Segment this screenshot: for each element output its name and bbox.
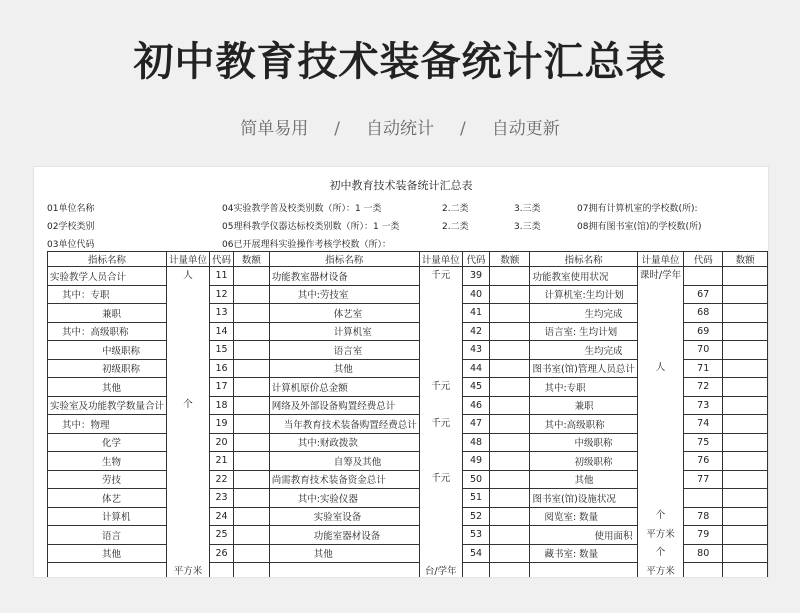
code-cell: 48 [462, 433, 490, 452]
code-cell: 70 [684, 341, 723, 360]
unit-cell [167, 489, 210, 508]
code-cell: 53 [462, 526, 490, 545]
indicator-name: 其中:实验仪器 [269, 489, 419, 508]
indicator-name: 语言 [48, 526, 167, 545]
code-cell: 44 [462, 359, 490, 378]
code-header: 代码 [684, 252, 723, 267]
unit-cell: 千元 [419, 267, 462, 286]
amount-cell[interactable] [723, 304, 768, 323]
code-cell: 18 [210, 396, 234, 415]
unit-cell [167, 544, 210, 563]
amount-cell[interactable] [490, 415, 530, 434]
unit-cell [167, 452, 210, 471]
indicator-name: 体艺 [48, 489, 167, 508]
school-type-label: 02学校类别 [47, 222, 95, 232]
unit-cell [167, 322, 210, 341]
amount-cell[interactable] [234, 544, 270, 563]
indicator-name: 功能教室使用状况 [530, 267, 637, 286]
indicator-name: 劳技 [48, 470, 167, 489]
code-cell: 11 [210, 267, 234, 286]
unit-cell [637, 489, 683, 508]
indicator-name: 阅览室: 数量 [530, 507, 637, 526]
indicator-name: 化学 [48, 433, 167, 452]
amount-cell[interactable] [234, 359, 270, 378]
code-cell: 51 [462, 489, 490, 508]
code-cell: 72 [684, 378, 723, 397]
unit-cell [419, 304, 462, 323]
amount-cell[interactable] [234, 285, 270, 304]
computer-room-schools-label: 07拥有计算机室的学校数(所): [577, 204, 698, 214]
code-cell: 46 [462, 396, 490, 415]
code-cell: 50 [462, 470, 490, 489]
code-cell: 41 [462, 304, 490, 323]
amount-cell[interactable] [723, 526, 768, 545]
table-header-row [48, 252, 768, 267]
code-cell: 19 [210, 415, 234, 434]
code-cell: 12 [210, 285, 234, 304]
unit-cell [167, 378, 210, 397]
indicator-name: 其他 [269, 359, 419, 378]
amount-cell[interactable] [723, 322, 768, 341]
code-cell: 78 [684, 507, 723, 526]
amount-cell[interactable] [723, 396, 768, 415]
code-cell: 71 [684, 359, 723, 378]
unit-cell [637, 396, 683, 415]
indicator-name: 生物 [48, 452, 167, 471]
table-row [48, 341, 768, 360]
amount-cell[interactable] [723, 470, 768, 489]
indicator-name: 网络及外部设备购置经费总计 [269, 396, 419, 415]
indicator-name: 其中：高级职称 [48, 322, 167, 341]
unit-cell [419, 359, 462, 378]
amount-cell[interactable] [234, 304, 270, 323]
unit-cell [167, 285, 210, 304]
unit-cell [419, 489, 462, 508]
separator: / [334, 119, 340, 139]
indicator-name: 尚需教育技术装备资金总计 [269, 470, 419, 489]
indicator-name: 其中：专职 [48, 285, 167, 304]
amount-cell[interactable] [234, 563, 270, 579]
unit-cell: 千元 [419, 415, 462, 434]
indicator-name: 生均完成 [530, 341, 637, 360]
instrument-category-label: 05理科教学仪器达标校类别数（所）：1 一类 [222, 222, 400, 232]
code-cell: 76 [684, 452, 723, 471]
spreadsheet-preview [33, 166, 769, 578]
amount-cell[interactable] [490, 433, 530, 452]
unit-header: 计量单位 [637, 252, 683, 267]
amount-cell[interactable] [234, 489, 270, 508]
indicator-name: 功能教室器材设备 [269, 267, 419, 286]
table-row [48, 507, 768, 526]
code-cell: 68 [684, 304, 723, 323]
indicator-name: 其中:专职 [530, 378, 637, 397]
unit-cell: 千元 [419, 378, 462, 397]
indicator-name: 初级职称 [48, 359, 167, 378]
amount-cell[interactable] [234, 378, 270, 397]
amount-cell[interactable] [723, 341, 768, 360]
indicator-name-header: 指标名称 [269, 252, 419, 267]
amount-cell[interactable] [723, 285, 768, 304]
amount-cell[interactable] [490, 322, 530, 341]
unit-cell [167, 526, 210, 545]
table-row [48, 526, 768, 545]
indicator-name [530, 563, 637, 579]
amount-cell[interactable] [723, 378, 768, 397]
unit-cell [167, 507, 210, 526]
unit-cell [419, 285, 462, 304]
table-row [48, 267, 768, 286]
table-row [48, 396, 768, 415]
amount-cell[interactable] [490, 452, 530, 471]
code-cell: 45 [462, 378, 490, 397]
indicator-name: 其他 [48, 544, 167, 563]
code-cell: 26 [210, 544, 234, 563]
amount-cell[interactable] [490, 507, 530, 526]
code-cell: 43 [462, 341, 490, 360]
indicator-name: 语言室 [269, 341, 419, 360]
amount-cell[interactable] [723, 507, 768, 526]
amount-cell[interactable] [723, 563, 768, 579]
code-cell: 23 [210, 489, 234, 508]
indicator-name [269, 563, 419, 579]
unit-cell: 千元 [419, 470, 462, 489]
code-cell: 74 [684, 415, 723, 434]
experiment-category-label: 04实验教学普及校类别数（所）：1 一类 [222, 204, 382, 214]
amount-cell[interactable] [490, 489, 530, 508]
amount-cell[interactable] [723, 452, 768, 471]
unit-cell [637, 470, 683, 489]
indicator-name: 其中：物理 [48, 415, 167, 434]
table-row [48, 489, 768, 508]
unit-cell [637, 285, 683, 304]
unit-cell [419, 396, 462, 415]
code-cell: 79 [684, 526, 723, 545]
unit-cell [167, 415, 210, 434]
statistics-table [47, 251, 768, 578]
table-row [48, 322, 768, 341]
unit-cell: 平方米 [637, 563, 683, 579]
unit-cell [167, 341, 210, 360]
unit-cell: 平方米 [167, 563, 210, 579]
unit-cell [637, 433, 683, 452]
indicator-name-header: 指标名称 [48, 252, 167, 267]
unit-cell [419, 507, 462, 526]
unit-cell [167, 470, 210, 489]
indicator-name: 图书室(馆)设施状况 [530, 489, 637, 508]
page-title: 初中教育技术装备统计汇总表 [133, 39, 667, 85]
indicator-name: 图书室(馆)管理人员总计 [530, 359, 637, 378]
code-cell: 52 [462, 507, 490, 526]
indicator-name: 其中:劳技室 [269, 285, 419, 304]
amount-cell[interactable] [723, 359, 768, 378]
indicator-name: 实验室设备 [269, 507, 419, 526]
code-header: 代码 [462, 252, 490, 267]
amount-cell[interactable] [723, 415, 768, 434]
unit-cell [637, 378, 683, 397]
unit-cell [167, 433, 210, 452]
unit-cell [167, 304, 210, 323]
unit-cell [637, 322, 683, 341]
code-cell: 40 [462, 285, 490, 304]
exam-schools-label: 06已开展理科实验操作考核学校数（所）： [222, 240, 391, 250]
table-row [48, 304, 768, 323]
code-cell: 20 [210, 433, 234, 452]
table-row [48, 563, 768, 579]
indicator-name: 实验室及功能教学数量合计 [48, 396, 167, 415]
code-cell: 73 [684, 396, 723, 415]
unit-cell: 个 [637, 507, 683, 526]
amount-cell[interactable] [490, 563, 530, 579]
unit-header: 计量单位 [167, 252, 210, 267]
amount-cell[interactable] [723, 544, 768, 563]
indicator-name: 其他 [48, 378, 167, 397]
indicator-name: 生均完成 [530, 304, 637, 323]
amount-cell[interactable] [234, 341, 270, 360]
amount-cell[interactable] [490, 396, 530, 415]
amount-cell[interactable] [234, 322, 270, 341]
sheet-title: 初中教育技术装备统计汇总表 [329, 179, 473, 192]
indicator-name-header: 指标名称 [530, 252, 637, 267]
code-cell: 69 [684, 322, 723, 341]
category-two: 2.二类 [442, 204, 469, 214]
code-cell: 15 [210, 341, 234, 360]
indicator-name: 兼职 [48, 304, 167, 323]
amount-header: 数额 [723, 252, 768, 267]
indicator-name: 语言室: 生均计划 [530, 322, 637, 341]
amount-cell[interactable] [234, 396, 270, 415]
amount-cell[interactable] [490, 285, 530, 304]
amount-cell[interactable] [490, 341, 530, 360]
unit-cell: 课时/学年 [637, 267, 683, 286]
code-cell [684, 267, 723, 286]
indicator-name: 当年教育技术装备购置经费总计 [269, 415, 419, 434]
unit-cell [637, 415, 683, 434]
unit-cell: 平方米 [637, 526, 683, 545]
unit-cell: 个 [167, 396, 210, 415]
table-row [48, 415, 768, 434]
unit-cell [419, 544, 462, 563]
table-row [48, 285, 768, 304]
unit-cell [419, 341, 462, 360]
code-cell: 42 [462, 322, 490, 341]
code-cell: 49 [462, 452, 490, 471]
amount-cell[interactable] [490, 304, 530, 323]
table-row [48, 433, 768, 452]
indicator-name: 其中:高级职称 [530, 415, 637, 434]
category-three: 3.三类 [514, 204, 541, 214]
indicator-name: 藏书室: 数量 [530, 544, 637, 563]
unit-code-label: 03单位代码 [47, 240, 95, 250]
code-cell [210, 563, 234, 579]
unit-cell: 人 [637, 359, 683, 378]
unit-name-label: 01单位名称 [47, 204, 95, 214]
indicator-name: 初级职称 [530, 452, 637, 471]
indicator-name: 兼职 [530, 396, 637, 415]
unit-cell [637, 341, 683, 360]
code-cell [684, 563, 723, 579]
unit-cell [637, 452, 683, 471]
indicator-name: 实验教学人员合计 [48, 267, 167, 286]
amount-cell[interactable] [490, 526, 530, 545]
code-cell: 47 [462, 415, 490, 434]
feature-auto-update: 自动更新 [491, 119, 560, 139]
code-cell: 17 [210, 378, 234, 397]
amount-header: 数额 [490, 252, 530, 267]
amount-cell[interactable] [723, 489, 768, 508]
amount-header: 数额 [234, 252, 270, 267]
table-row [48, 544, 768, 563]
code-cell [684, 489, 723, 508]
code-cell: 39 [462, 267, 490, 286]
table-row [48, 359, 768, 378]
indicator-name: 计算机 [48, 507, 167, 526]
amount-cell[interactable] [490, 359, 530, 378]
code-cell [462, 563, 490, 579]
amount-cell[interactable] [490, 378, 530, 397]
code-cell: 75 [684, 433, 723, 452]
indicator-name: 中级职称 [48, 341, 167, 360]
code-cell: 22 [210, 470, 234, 489]
code-cell: 25 [210, 526, 234, 545]
code-cell: 24 [210, 507, 234, 526]
unit-cell [637, 304, 683, 323]
unit-cell [419, 452, 462, 471]
indicator-name: 计算机原价总金额 [269, 378, 419, 397]
table-row [48, 470, 768, 489]
unit-cell [419, 526, 462, 545]
amount-cell[interactable] [234, 507, 270, 526]
library-schools-label: 08拥有图书室(馆)的学校数(所) [577, 222, 702, 232]
unit-cell: 个 [637, 544, 683, 563]
code-cell: 21 [210, 452, 234, 471]
table-row [48, 452, 768, 471]
amount-cell[interactable] [234, 433, 270, 452]
amount-cell[interactable] [490, 470, 530, 489]
amount-cell[interactable] [234, 470, 270, 489]
code-header: 代码 [210, 252, 234, 267]
indicator-name: 计算机室:生均计划 [530, 285, 637, 304]
code-cell: 54 [462, 544, 490, 563]
feature-auto-stat: 自动统计 [366, 119, 434, 139]
code-cell: 77 [684, 470, 723, 489]
amount-cell[interactable] [490, 267, 530, 286]
category-three: 3.三类 [514, 222, 541, 232]
feature-easy: 简单易用 [240, 119, 309, 139]
amount-cell[interactable] [234, 415, 270, 434]
indicator-name: 其中:财政拨款 [269, 433, 419, 452]
indicator-name: 使用面积 [530, 526, 637, 545]
unit-header: 计量单位 [419, 252, 462, 267]
amount-cell[interactable] [234, 267, 270, 286]
unit-cell: 台/学年 [419, 563, 462, 579]
code-cell: 13 [210, 304, 234, 323]
unit-cell [419, 433, 462, 452]
indicator-name [48, 563, 167, 579]
indicator-name: 功能室器材设备 [269, 526, 419, 545]
unit-cell: 人 [167, 267, 210, 286]
code-cell: 67 [684, 285, 723, 304]
indicator-name: 体艺室 [269, 304, 419, 323]
amount-cell[interactable] [723, 433, 768, 452]
table-row [48, 378, 768, 397]
indicator-name: 其他 [269, 544, 419, 563]
feature-tagline [0, 114, 800, 139]
amount-cell[interactable] [234, 526, 270, 545]
separator: / [460, 119, 466, 139]
code-cell: 14 [210, 322, 234, 341]
indicator-name: 自筹及其他 [269, 452, 419, 471]
indicator-name: 其他 [530, 470, 637, 489]
amount-cell[interactable] [723, 267, 768, 286]
category-two: 2.二类 [442, 222, 469, 232]
indicator-name: 中级职称 [530, 433, 637, 452]
unit-cell [419, 322, 462, 341]
amount-cell[interactable] [234, 452, 270, 471]
amount-cell[interactable] [490, 544, 530, 563]
unit-cell [167, 359, 210, 378]
indicator-name: 计算机室 [269, 322, 419, 341]
code-cell: 16 [210, 359, 234, 378]
code-cell: 80 [684, 544, 723, 563]
